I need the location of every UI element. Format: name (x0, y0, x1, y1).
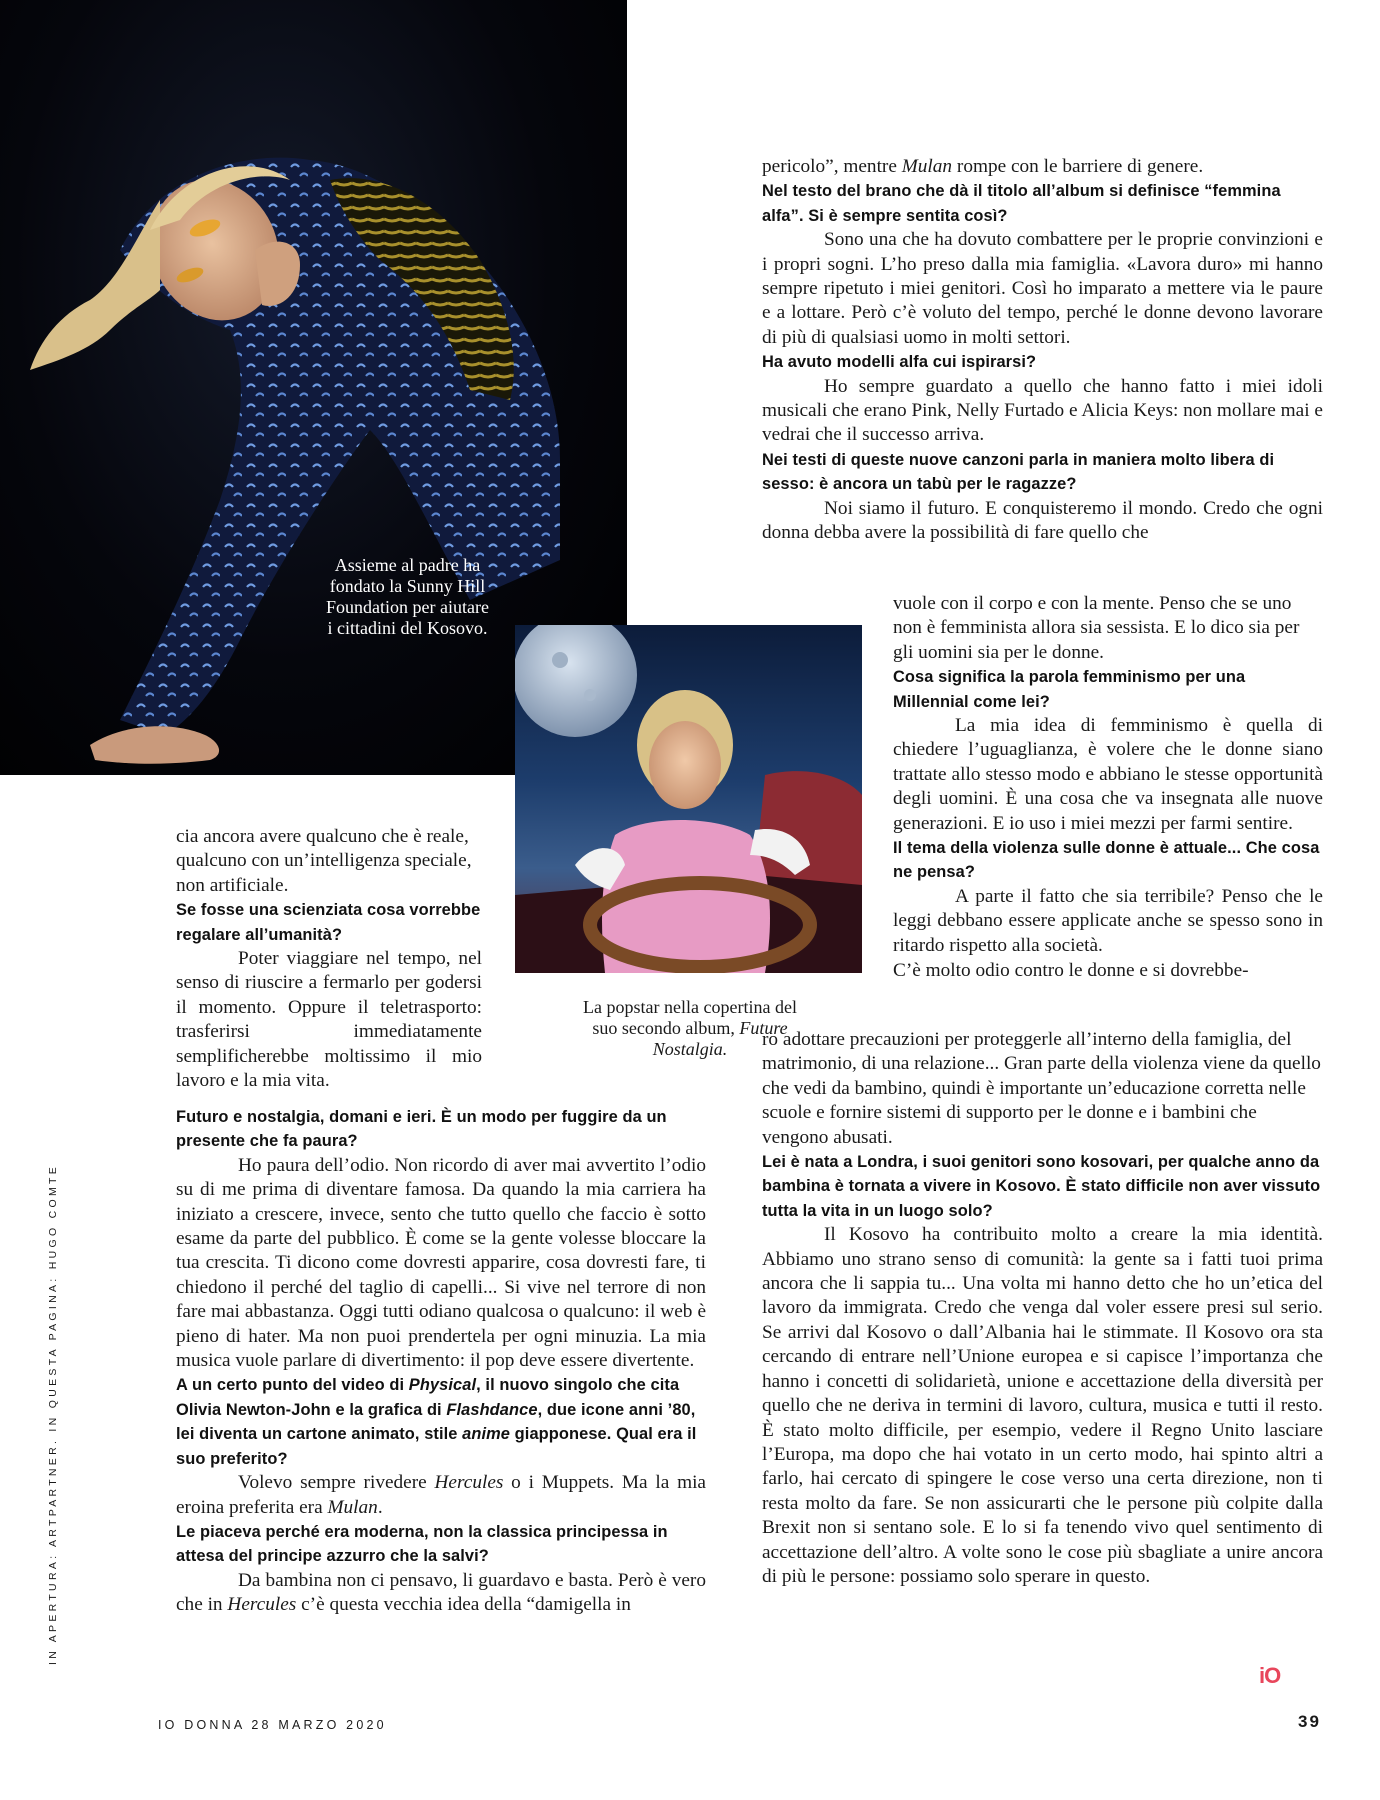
text-run: Poter viaggiare nel tempo, nel senso di riuscire a fermarlo per godersi il momento. Oppure il teletrasporto: trasferirsi immediatamente semplificherebbe moltissimo il mio lavoro e la mia vita. (176, 948, 482, 1092)
text-run: cia ancora avere qualcuno che è reale, qualcuno con un’intelligenza speciale, non artificiale. (176, 826, 472, 896)
interview-question (176, 1105, 706, 1154)
text-run: Lei è nata a Londra, i suoi genitori sono kosovari, per qualche anno da bambina è tornata a vivere in Kosovo. È stato difficile non aver vissuto tutta la vita in un luogo solo? (762, 1153, 1321, 1220)
interview-answer (176, 1569, 706, 1618)
article-column-left-bottom (176, 1105, 706, 1618)
interview-question (762, 448, 1323, 497)
text-run: Ho sempre guardato a quello che hanno fatto i miei idoli musicali che erano Pink, Nelly Furtado e Alicia Keys: non mollare mai e vedrai che il successo arriva. (762, 375, 1323, 446)
title-italic: Mulan (327, 1496, 378, 1518)
interview-answer (176, 825, 482, 898)
interview-question (176, 898, 482, 947)
text-run: Cosa significa la parola femminismo per una Millennial come lei? (893, 668, 1246, 711)
text-run: ro adottare precauzioni per proteggerle all’interno della famiglia, del matrimonio, di una relazione... Gran parte della violenza viene da quello che vedi da bambino, quindi è importante un’educazione corretta nelle scuole e fornire sistemi di supporto per le donne e i bambini che vengono abusati. (762, 1029, 1321, 1148)
text-run: Le piaceva perché era moderna, non la classica principessa in attesa del principe azzurro che la salvi? (176, 1522, 668, 1566)
text-run: Futuro e nostalgia, domani e ieri. È un modo per fuggire da un presente che fa paura? (176, 1108, 667, 1151)
interview-answer (762, 497, 1323, 546)
album-title: Future Nostalgia. (652, 1018, 788, 1059)
text-run: giapponese. Qual era il suo preferito? (176, 1425, 697, 1468)
album-cover-caption-text: La popstar nella copertina del suo secondo album, (583, 997, 797, 1038)
page-number: 39 (1298, 1712, 1321, 1731)
text-run: Sono una che ha dovuto combattere per le proprie convinzioni e i propri sogni. L’ho preso dalla mia famiglia. «Lavora duro» mi hanno sempre ripetuto i miei genitori. Così ho imparato a mettere via le paure e a lottare. Però c’è voluto del tempo, perché le donne devono lavorare di più di qualsiasi uomo in molti settori. (762, 229, 1323, 348)
interview-question (762, 1150, 1323, 1223)
text-run: Il tema della violenza sulle donne è attuale... Che cosa ne pensa? (893, 839, 1320, 882)
main-photo-caption: Assieme al padre ha fondato la Sunny Hill Foundation per aiutare i cittadini del Kosovo. (326, 555, 489, 638)
interview-question (762, 350, 1323, 374)
title-italic: anime (462, 1425, 511, 1444)
io-logo: iO (1259, 1663, 1281, 1688)
text-run: Ha avuto modelli alfa cui ispirarsi? (762, 353, 1037, 372)
interview-answer (893, 714, 1323, 836)
album-cover-artwork (515, 625, 862, 973)
interview-question (176, 1520, 706, 1569)
interview-answer (893, 885, 1323, 958)
article-column-left-top (176, 825, 482, 1093)
text-run: . (377, 1496, 383, 1518)
text-run: vuole con il corpo e con la mente. Penso che se uno non è femminista allora sia sessista. E lo dico sia per gli uomini sia per le donne. (893, 593, 1300, 663)
text-run: Nel testo del brano che dà il titolo all’album si definisce “femmina alfa”. Si è sempre sentita così? (762, 182, 1281, 225)
text-run: o i Muppets. Ma la mia eroina preferita era (176, 1472, 706, 1518)
text-run: A un certo punto del video di (176, 1376, 409, 1395)
text-run: Noi siamo il futuro. E conquisteremo il mondo. Credo che ogni donna debba avere la possibilità di fare quello che (762, 497, 1323, 544)
title-italic: Mulan (901, 156, 953, 177)
interview-question (762, 179, 1323, 228)
text-run: , due icone anni ’80, lei diventa un cartone animato, stile (176, 1400, 696, 1444)
photo-credit: IN APERTURA: ARTPARTNER. IN QUESTA PAGINA: HUGO COMTE (47, 1163, 59, 1665)
text-run: La mia idea di femminismo è quella di chiedere l’uguaglianza, è volere che le donne siano trattate allo stesso modo e abbiano le stesse opportunità degli uomini. È una cosa che va insegnata alle nuove generazioni. E io uso i miei mezzi per farmi sentire. (893, 715, 1323, 834)
article-column-right-middle (893, 592, 1323, 958)
interview-answer (762, 155, 1323, 179)
interview-question (893, 665, 1323, 714)
text-run: A parte il fatto che sia terribile? Penso che le leggi debbano essere applicate anche se spesso sono in ritardo rispetto alla società. (893, 885, 1323, 956)
title-italic: Hercules (227, 1594, 297, 1616)
album-cover-photo (515, 625, 862, 973)
title-italic: Flashdance (446, 1400, 538, 1419)
text-run: Da bambina non ci pensavo, li guardavo e basta. Però è vero che in (176, 1569, 706, 1616)
interview-answer (893, 959, 1323, 983)
interview-answer (762, 375, 1323, 448)
article-column-right-bottom (762, 1028, 1323, 1589)
interview-answer (762, 228, 1323, 350)
text-run: Se fosse una scienziata cosa vorrebbe regalare all’umanità? (176, 901, 481, 944)
text-run: Nei testi di queste nuove canzoni parla in maniera molto libera di sesso: è ancora un tabù per le ragazze? (762, 450, 1275, 494)
interview-answer (762, 1223, 1323, 1589)
interview-answer (176, 1471, 706, 1520)
text-run: Ho paura dell’odio. Non ricordo di aver mai avvertito l’odio su di me prima di diventare famosa. Da quando la mia carriera ha iniziato a crescere, invece, sento che tutto quello che faccio è sotto esame da parte del pubblico. È come se la gente volesse bloccare la tua crescita. Ti dicono come dovresti apparire, cosa dovresti fare, ti chiedono il perché del taglio di capelli... Si vive nel terrore di non fare mai abbastanza. Oggi tutti odiano qualcosa o qualcuno: il web è pieno di hater. Ma non puoi prendertela per ogni minuzia. La mia musica vuole parlare di divertimento: il pop deve essere divertente. (176, 1154, 706, 1372)
interview-answer (762, 1028, 1323, 1150)
interview-question (893, 836, 1323, 885)
interview-answer (176, 1154, 706, 1374)
text-run: Volevo sempre rivedere (238, 1472, 435, 1494)
footer-magazine-date: IO DONNA 28 MARZO 2020 (158, 1718, 387, 1732)
text-run: c’è questa vecchia idea della “damigella in (296, 1594, 631, 1616)
interview-question (176, 1373, 706, 1471)
text-run: Il Kosovo ha contribuito molto a creare la mia identità. Abbiamo uno strano senso di comunità: la gente sa i fatti tuoi prima ancora che li sappia tu... Una volta mi hanno detto che ho un’etica del lavoro da immigrata. Credo che venga dal voler essere presi sul serio. Se arrivi dal Kosovo o dall’Albania hai le stimmate. Il Kosovo ora sta cercando di entrare nell’Unione europea e si capisce l’importanza che hanno i concetti di solidarietà, unione e accettazione della diversità per quello che ne deriva in termini di lavoro, cultura, musica e tutti il resto. È stato molto difficile, per esempio, vedere il Regno Unito lasciare l’Europa, ma dopo che hai votato in un certo modo, hai spinto altri a farlo, hai cercato di spingere le cose verso una certa direzione, non ti resta molto da fare. Se non assicurarti che le persone più colpite dalla Brexit non si sentano sole. E lo si fa tenendo vivo quel sentimento di accettazione dell’altro. A volte sono le cose più sbagliate a unire ancora di più le persone: possiamo solo sperare in questo. (762, 1224, 1323, 1587)
text-run: C’è molto odio contro le donne e si dovrebbe- (893, 960, 1249, 981)
text-run: rompe con le barriere di genere. (952, 156, 1204, 177)
interview-answer (176, 947, 482, 1093)
article-column-right-narrow (893, 959, 1323, 983)
text-run: pericolo”, mentre (762, 156, 902, 177)
interview-answer (893, 592, 1323, 665)
title-italic: Hercules (434, 1472, 504, 1494)
text-run: , il nuovo singolo che cita Olivia Newton-John e la grafica di (176, 1376, 680, 1419)
title-italic: Physical (408, 1376, 477, 1395)
article-column-right-top (762, 155, 1323, 546)
